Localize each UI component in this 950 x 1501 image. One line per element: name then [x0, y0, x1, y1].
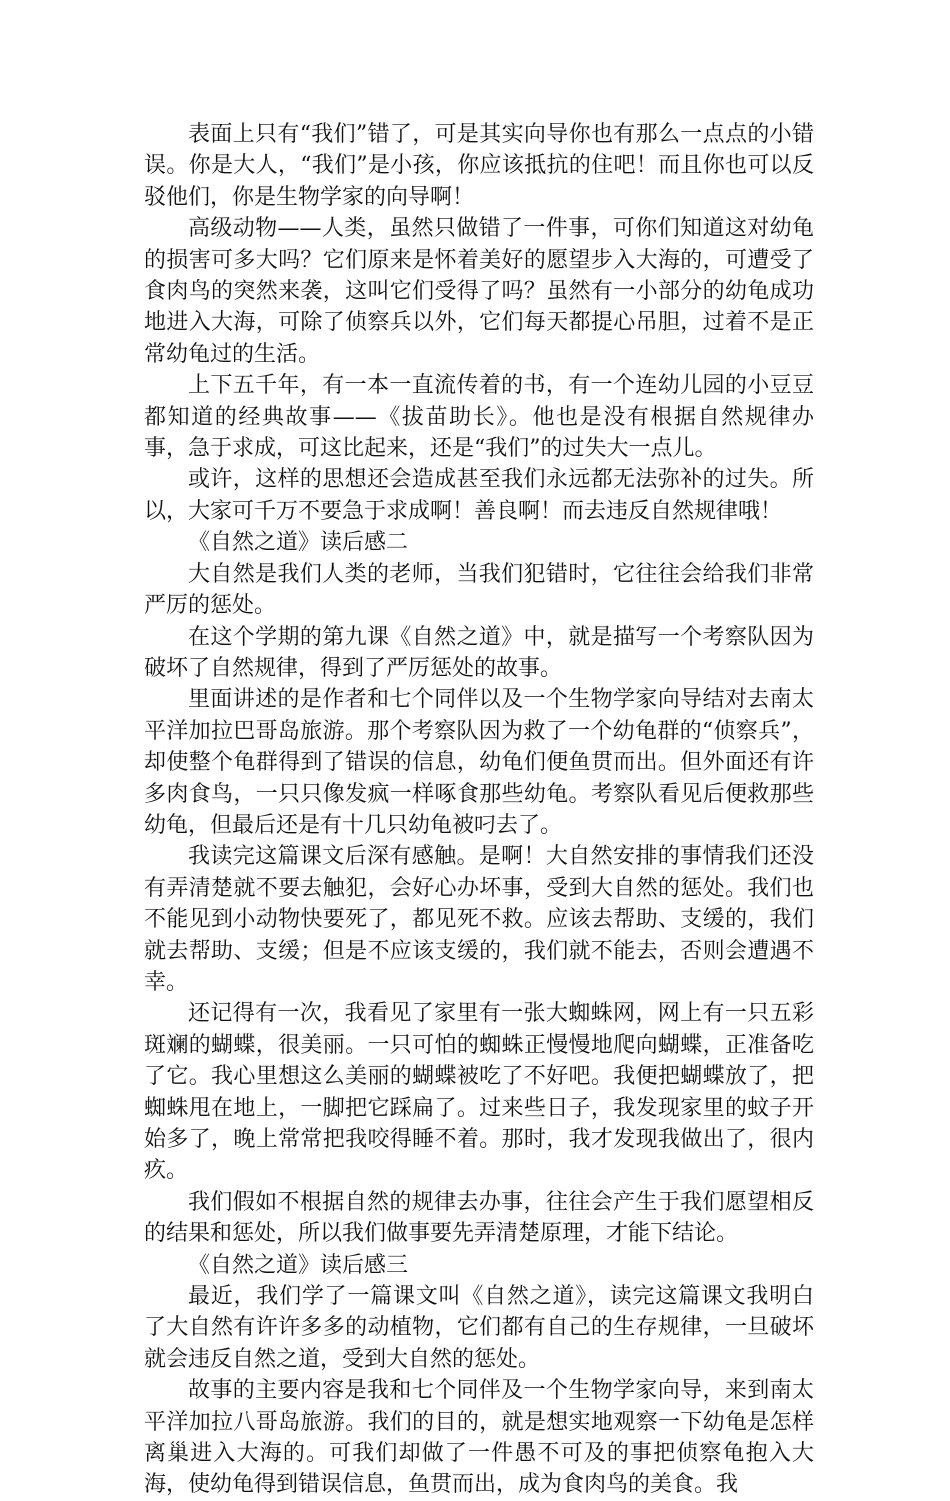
paragraph: 大自然是我们人类的老师，当我们犯错时，它往往会给我们非常严厉的惩处。 [144, 561, 814, 619]
section-heading: 《自然之道》读后感三 [188, 1252, 409, 1278]
paragraph: 最近，我们学了一篇课文叫《自然之道》，读完这篇课文我明白了大自然有许许多多的动植物，它们都有自己的生存规律，一旦破坏就会违反自然之道，受到大自然的惩处。 [144, 1284, 814, 1372]
paragraph: 高级动物——人类，虽然只做错了一件事，可你们知道这对幼龟的损害可多大吗？它们原来是怀着美好的愿望步入大海的，可遭受了食肉鸟的突然来袭，这叫它们受得了吗？虽然有一小部分的幼龟成功地进入大海，可除了侦察兵以外，它们每天都提心吊胆，过着不是正常幼龟过的生活。 [144, 216, 814, 367]
paragraph: 还记得有一次，我看见了家里有一张大蜘蛛网，网上有一只五彩斑斓的蝴蝶，很美丽。一只可怕的蜘蛛正慢慢地爬向蝴蝶，正准备吃了它。我心里想这么美丽的蝴蝶被吃了不好吧。我便把蝴蝶放了，把蜘蛛甩在地上，一脚把它踩扁了。过来些日子，我发现家里的蚊子开始多了，晚上常常把我咬得睡不着。那时，我才发现我做出了，很内疚。 [144, 1001, 814, 1184]
paragraph: 上下五千年，有一本一直流传着的书，有一个连幼儿园的小豆豆都知道的经典故事——《拔苗助长》。他也是没有根据自然规律办事，急于求成，可这比起来，还是“我们”的过失大一点儿。 [144, 373, 814, 462]
paragraph: 我读完这篇课文后深有感触。是啊！大自然安排的事情我们还没有弄清楚就不要去触犯，会好心办坏事，受到大自然的惩处。我们也不能见到小动物快要死了，都见死不救。应该去帮助、支缓的，我们就去帮助、支缓；但是不应该支缓的，我们就不能去，否则会遭遇不幸。 [144, 844, 814, 995]
paragraph: 故事的主要内容是我和七个同伴及一个生物学家向导，来到南太平洋加拉八哥岛旅游。我们的目的，就是想实地观察一下幼龟是怎样离巢进入大海的。可我们却做了一件愚不可及的事把侦察龟抱入大海，使幼龟得到错误信息，鱼贯而出，成为食肉鸟的美食。我 [144, 1378, 814, 1498]
paragraph: 在这个学期的第九课《自然之道》中，就是描写一个考察队因为破坏了自然规律，得到了严厉惩处的故事。 [144, 624, 814, 681]
document-body [144, 119, 814, 1501]
paragraph: 或许，这样的思想还会造成甚至我们永远都无法弥补的过失。所以，大家可千万不要急于求成啊！善良啊！而去违反自然规律哦！ [144, 467, 814, 524]
paragraph: 里面讲述的是作者和七个同伴以及一个生物学家向导结对去南太平洋加拉巴哥岛旅游。那个考察队因为救了一个幼龟群的“侦察兵”，却使整个龟群得到了错误的信息，幼龟们便鱼贯而出。但外面还有许多肉食鸟，一只只像发疯一样啄食那些幼龟。考察队看见后便救那些幼龟，但最后还是有十几只幼龟被叼去了。 [144, 687, 814, 838]
paragraph: 表面上只有“我们”错了，可是其实向导你也有那么一点点的小错误。你是大人，“我们”是小孩，你应该抵抗的住吧！而且你也可以反驳他们，你是生物学家的向导啊！ [144, 122, 814, 210]
paragraph: 我们假如不根据自然的规律去办事，往往会产生于我们愿望相反的结果和惩处，所以我们做事要先弄清楚原理，才能下结论。 [144, 1189, 814, 1247]
section-heading: 《自然之道》读后感二 [188, 530, 409, 556]
